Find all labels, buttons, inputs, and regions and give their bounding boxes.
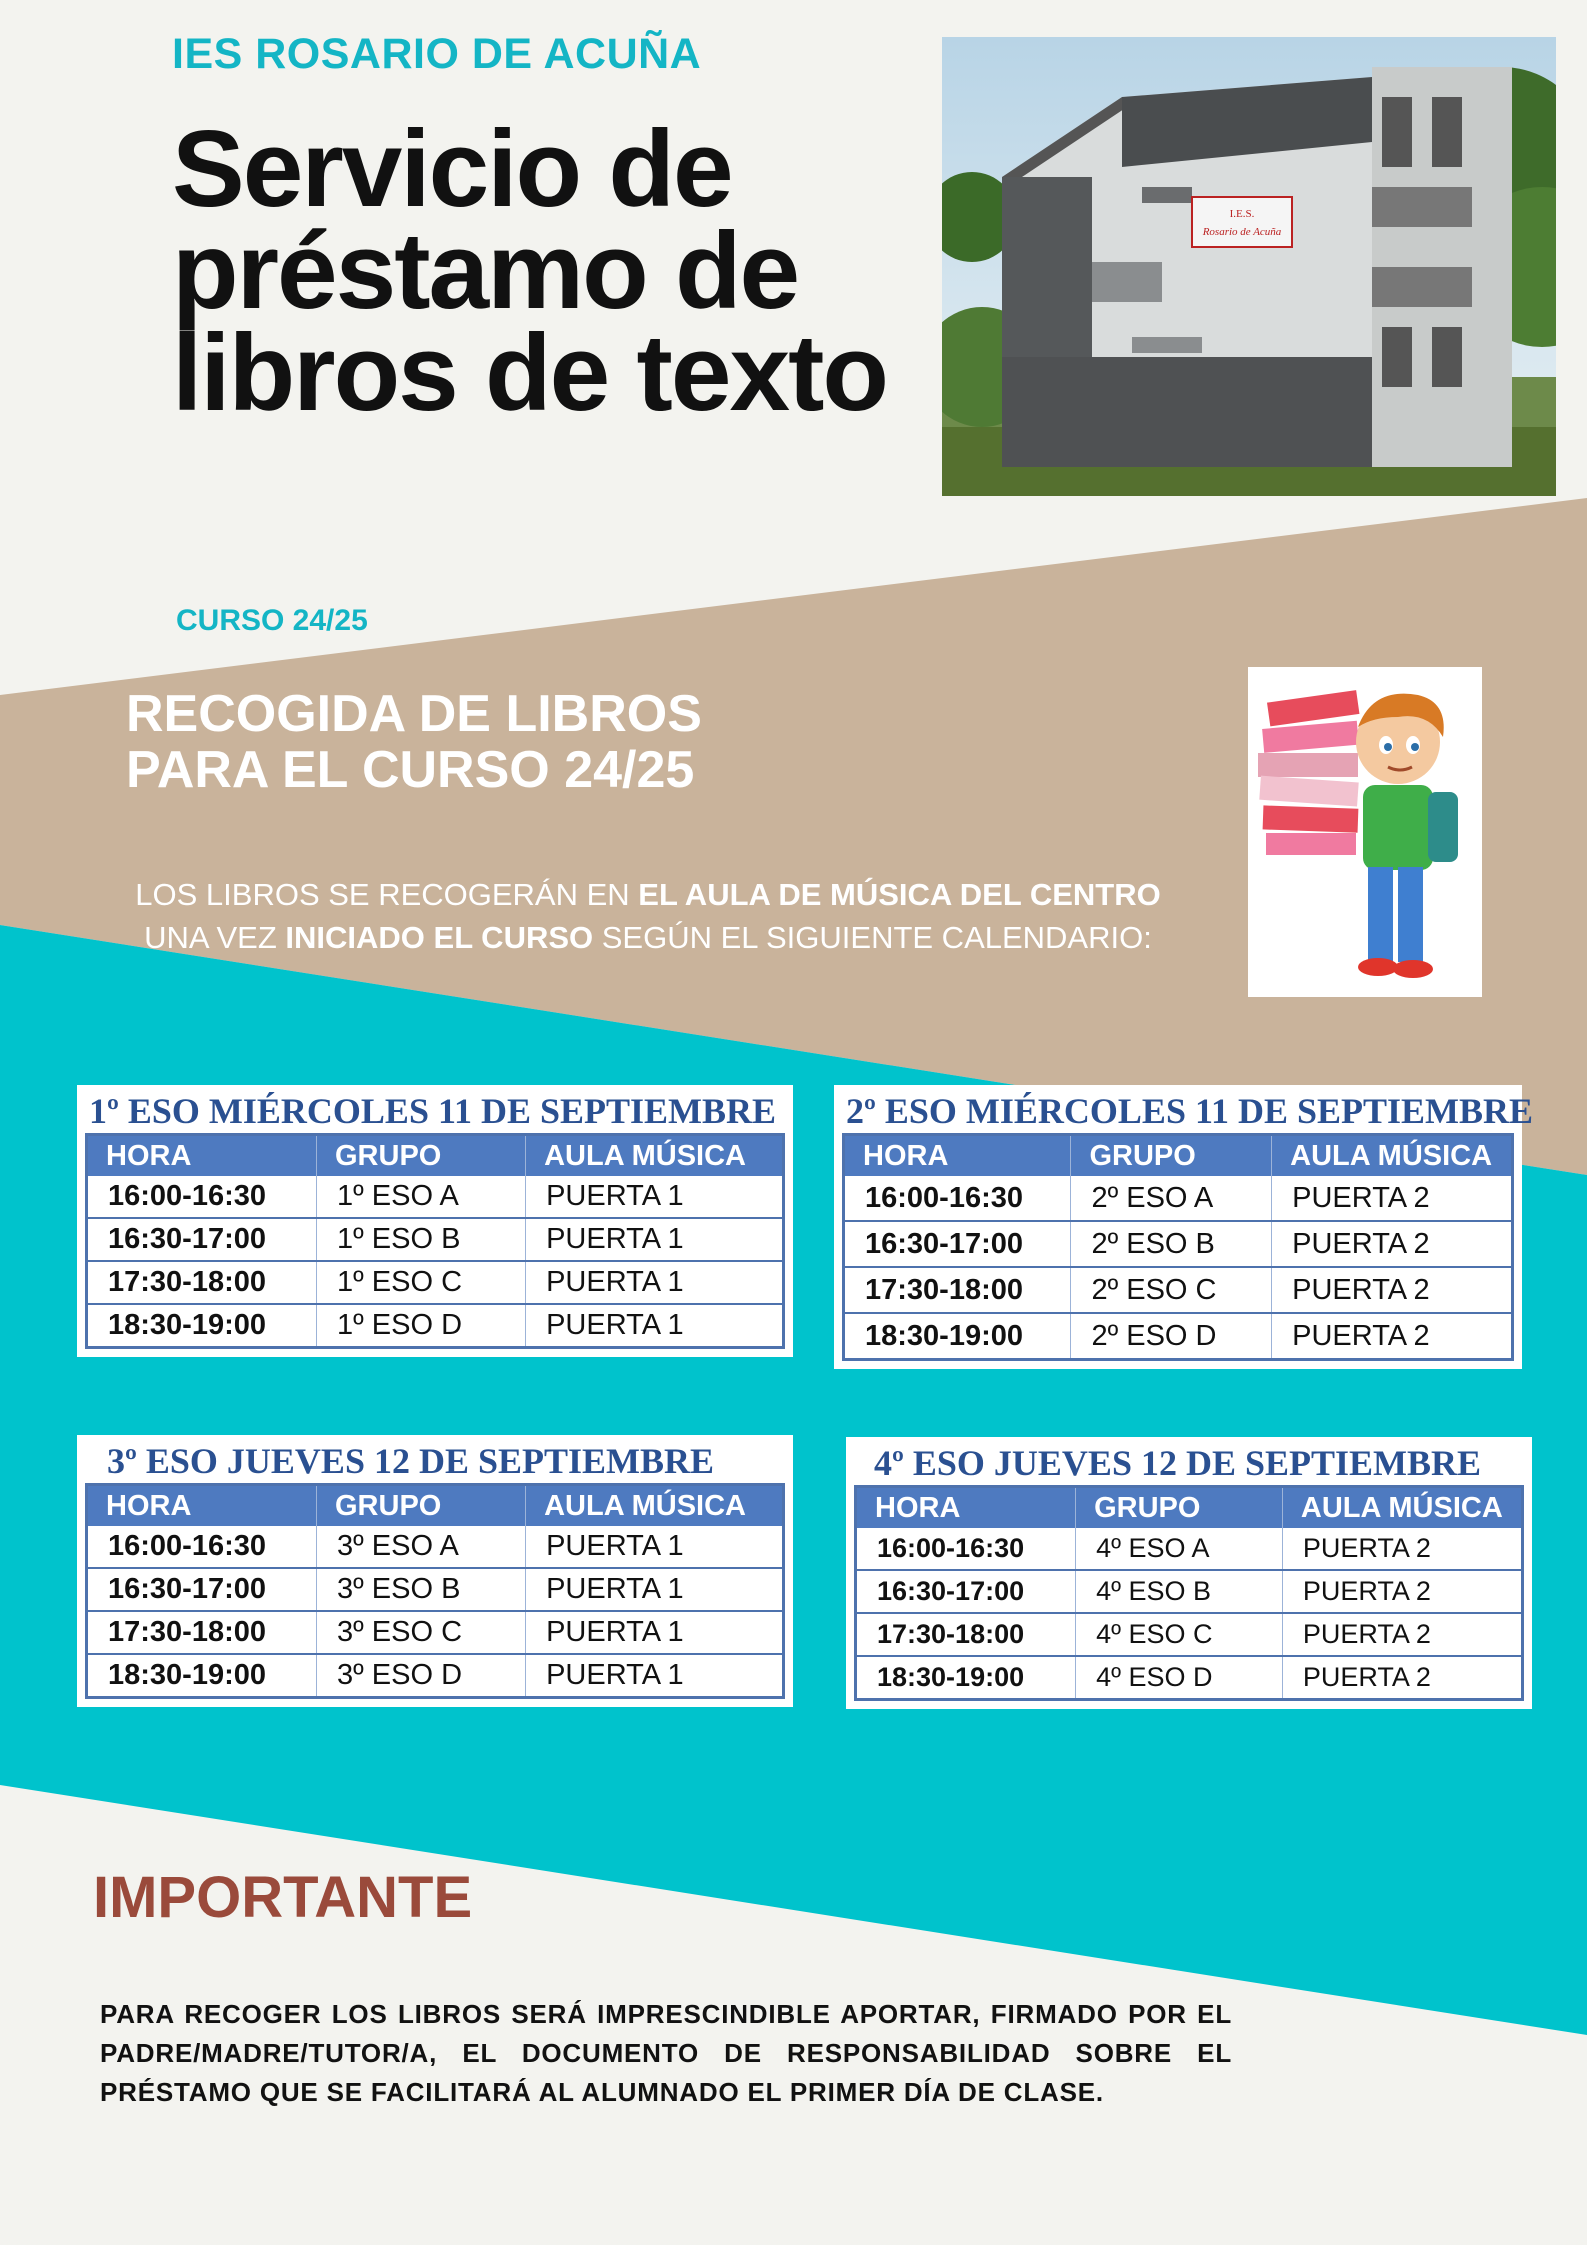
cell-grupo: 2º ESO D [1071, 1313, 1272, 1360]
cell-grupo: 3º ESO D [317, 1654, 526, 1698]
cell-hora: 18:30-19:00 [87, 1304, 317, 1348]
schedule-2eso [834, 1085, 1534, 1369]
cell-grupo: 4º ESO D [1076, 1656, 1283, 1700]
intro-bold-1: EL AULA DE MÚSICA DEL CENTRO [638, 877, 1161, 912]
cell-grupo: 1º ESO B [317, 1218, 526, 1261]
page-title: Servicio de préstamo de libros de texto [172, 108, 887, 434]
cell-grupo: 3º ESO A [317, 1526, 526, 1568]
cell-hora: 16:30-17:00 [856, 1570, 1076, 1613]
table-row [87, 1526, 784, 1568]
schedule-table [854, 1485, 1524, 1701]
col-hora: HORA [856, 1487, 1076, 1529]
cell-aula: PUERTA 2 [1282, 1528, 1522, 1570]
cell-hora: 17:30-18:00 [87, 1611, 317, 1654]
cell-hora: 16:00-16:30 [844, 1176, 1071, 1221]
intro-text-2: UNA VEZ [144, 920, 286, 955]
intro-text-1: LOS LIBROS SE RECOGERÁN EN [135, 877, 639, 912]
table-row [87, 1176, 784, 1218]
course-label: CURSO 24/25 [176, 604, 368, 637]
table-row [856, 1613, 1523, 1656]
table-row [87, 1568, 784, 1611]
cell-aula: PUERTA 1 [526, 1526, 784, 1568]
table-row [844, 1267, 1513, 1313]
schedule-table [85, 1133, 785, 1349]
col-aula: AULA MÚSICA [526, 1135, 784, 1177]
table-row [844, 1221, 1513, 1267]
table-row [87, 1611, 784, 1654]
col-aula: AULA MÚSICA [526, 1485, 784, 1527]
cell-grupo: 1º ESO D [317, 1304, 526, 1348]
schedule-title: 4º ESO JUEVES 12 DE SEPTIEMBRE [874, 1443, 1482, 1483]
recogida-heading [126, 686, 826, 798]
cell-grupo: 1º ESO C [317, 1261, 526, 1304]
cell-aula: PUERTA 2 [1282, 1613, 1522, 1656]
student-with-books-illustration [1248, 667, 1482, 997]
table-row [856, 1528, 1523, 1570]
col-hora: HORA [87, 1485, 317, 1527]
schedule-title: 3º ESO JUEVES 12 DE SEPTIEMBRE [107, 1441, 715, 1481]
cell-aula: PUERTA 1 [526, 1261, 784, 1304]
col-hora: HORA [844, 1135, 1071, 1177]
schedule-table [85, 1483, 785, 1699]
recogida-line2: PARA EL CURSO 24/25 [126, 741, 695, 799]
intro-line2 [118, 916, 1178, 959]
cell-grupo: 2º ESO C [1071, 1267, 1272, 1313]
intro-bold-2: INICIADO EL CURSO [285, 920, 594, 955]
school-building-photo [942, 37, 1556, 496]
cell-grupo: 2º ESO B [1071, 1221, 1272, 1267]
cell-aula: PUERTA 1 [526, 1568, 784, 1611]
schedule-4eso [846, 1437, 1532, 1709]
cell-hora: 17:30-18:00 [844, 1267, 1071, 1313]
cell-aula: PUERTA 1 [526, 1304, 784, 1348]
cell-grupo: 4º ESO A [1076, 1528, 1283, 1570]
cell-hora: 16:00-16:30 [87, 1176, 317, 1218]
cell-aula: PUERTA 2 [1282, 1570, 1522, 1613]
table-row [87, 1261, 784, 1304]
cell-aula: PUERTA 2 [1272, 1221, 1513, 1267]
cell-aula: PUERTA 1 [526, 1218, 784, 1261]
cell-hora: 16:30-17:00 [87, 1218, 317, 1261]
cell-grupo: 1º ESO A [317, 1176, 526, 1218]
cell-aula: PUERTA 2 [1282, 1656, 1522, 1700]
sign-line1: I.E.S. [1229, 208, 1255, 220]
col-aula: AULA MÚSICA [1272, 1135, 1513, 1177]
importante-heading: IMPORTANTE [93, 1865, 473, 1930]
cell-hora: 16:00-16:30 [856, 1528, 1076, 1570]
cell-hora: 17:30-18:00 [856, 1613, 1076, 1656]
school-name: IES ROSARIO DE ACUÑA [172, 30, 702, 78]
cell-hora: 18:30-19:00 [87, 1654, 317, 1698]
cell-grupo: 4º ESO B [1076, 1570, 1283, 1613]
recogida-line1: RECOGIDA DE LIBROS [126, 685, 702, 743]
col-grupo: GRUPO [1071, 1135, 1272, 1177]
table-row [844, 1176, 1513, 1221]
col-aula: AULA MÚSICA [1282, 1487, 1522, 1529]
cell-hora: 18:30-19:00 [856, 1656, 1076, 1700]
table-row [87, 1654, 784, 1698]
col-grupo: GRUPO [317, 1135, 526, 1177]
cell-aula: PUERTA 2 [1272, 1267, 1513, 1313]
col-grupo: GRUPO [317, 1485, 526, 1527]
cell-aula: PUERTA 1 [526, 1176, 784, 1218]
schedule-table [842, 1133, 1514, 1361]
cell-aula: PUERTA 1 [526, 1611, 784, 1654]
cell-hora: 18:30-19:00 [844, 1313, 1071, 1360]
schedule-title: 1º ESO MIÉRCOLES 11 DE SEPTIEMBRE [89, 1091, 777, 1131]
cell-aula: PUERTA 1 [526, 1654, 784, 1698]
col-hora: HORA [87, 1135, 317, 1177]
important-note: PARA RECOGER LOS LIBROS SERÁ IMPRESCINDIBLE APORTAR, FIRMADO POR EL PADRE/MADRE/TUTOR/A, EL DOCUMENTO DE RESPONSABILIDAD SOBRE EL PRÉSTAMO QUE SE FACILITARÁ AL ALUMNADO EL PRIMER DÍA DE CLASE. [100, 1999, 1232, 2107]
cell-hora: 16:30-17:00 [87, 1568, 317, 1611]
cell-grupo: 3º ESO C [317, 1611, 526, 1654]
schedule-1eso [77, 1085, 793, 1357]
cell-hora: 17:30-18:00 [87, 1261, 317, 1304]
table-row [844, 1313, 1513, 1360]
cell-hora: 16:00-16:30 [87, 1526, 317, 1568]
table-row [856, 1570, 1523, 1613]
col-grupo: GRUPO [1076, 1487, 1283, 1529]
schedule-3eso [77, 1435, 793, 1707]
table-row [87, 1218, 784, 1261]
table-row [856, 1656, 1523, 1700]
cell-aula: PUERTA 2 [1272, 1313, 1513, 1360]
cell-grupo: 4º ESO C [1076, 1613, 1283, 1656]
sign-line2: Rosario de Acuña [1202, 226, 1282, 238]
cell-aula: PUERTA 2 [1272, 1176, 1513, 1221]
schedule-title: 2º ESO MIÉRCOLES 11 DE SEPTIEMBRE [846, 1091, 1534, 1131]
table-row [87, 1304, 784, 1348]
cell-hora: 16:30-17:00 [844, 1221, 1071, 1267]
intro-text-3: SEGÚN EL SIGUIENTE CALENDARIO: [593, 920, 1152, 955]
cell-grupo: 2º ESO A [1071, 1176, 1272, 1221]
intro-line1 [118, 873, 1178, 916]
collection-intro [118, 873, 1178, 959]
cell-grupo: 3º ESO B [317, 1568, 526, 1611]
